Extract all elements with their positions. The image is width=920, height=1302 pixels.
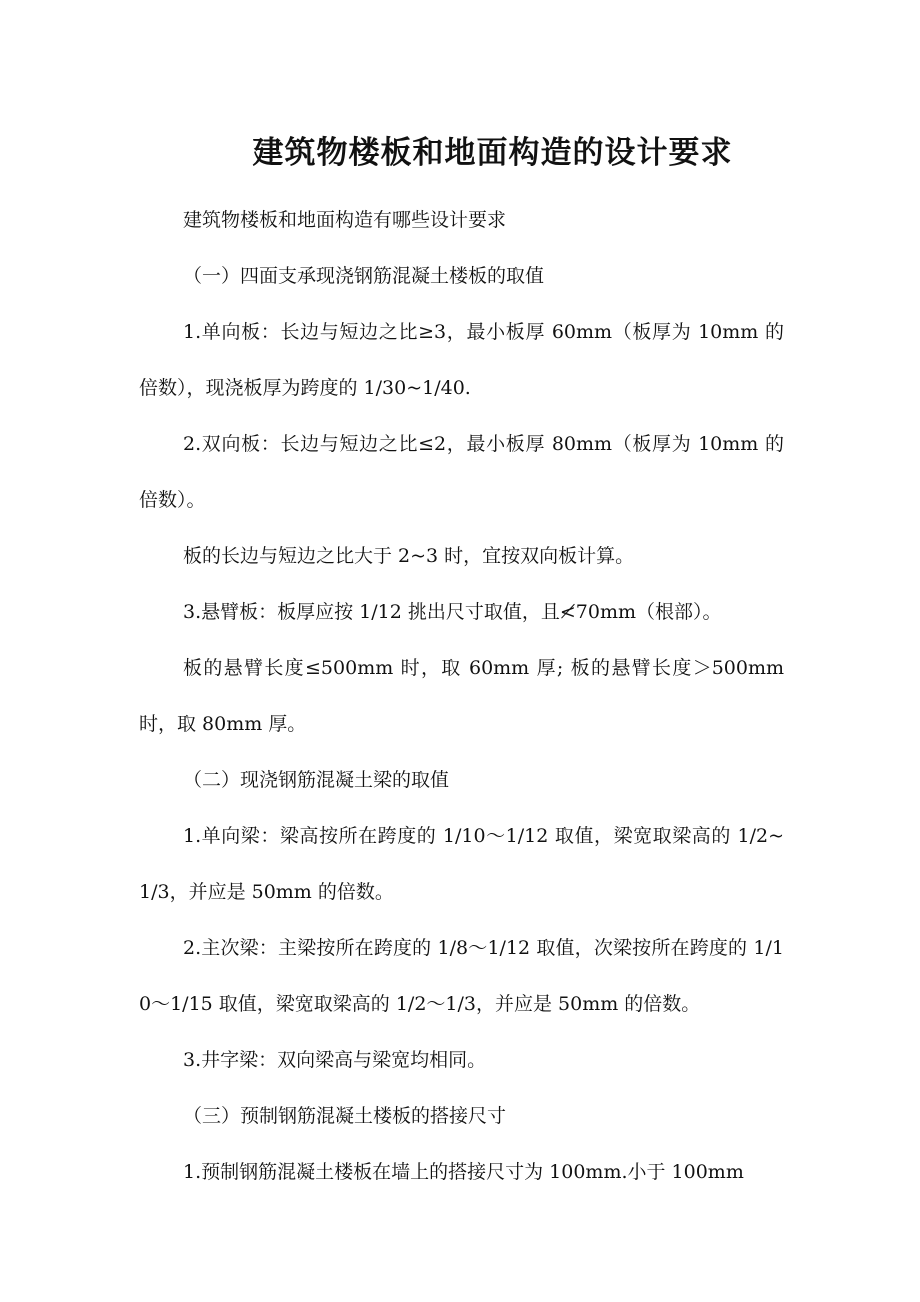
- paragraph-cantilever-length: 板的悬臂长度≤500mm 时，取 60mm 厚; 板的悬臂长度＞500mm 时，取 80mm 厚。: [139, 657, 784, 735]
- paragraph-intro: 建筑物楼板和地面构造有哪些设计要求: [183, 209, 507, 231]
- section-heading-2: （二）现浇钢筋混凝土梁的取值: [183, 769, 450, 791]
- paragraph-grid-beam: 3.井字梁：双向梁高与梁宽均相同。: [183, 1049, 487, 1071]
- paragraph-precast-slab-overlap: 1.预制钢筋混凝土楼板在墙上的搭接尺寸为 100mm.小于 100mm: [183, 1161, 744, 1183]
- paragraph-one-way-slab: 1.单向板：长边与短边之比≥3，最小板厚 60mm（板厚为 10mm 的倍数），现浇板厚为跨度的 1/30~1/40.: [139, 321, 784, 399]
- page-title: 建筑物楼板和地面构造的设计要求: [252, 134, 733, 171]
- paragraph-cantilever-slab: 3.悬臂板：板厚应按 1/12 挑出尺寸取值，且≮70mm（根部）。: [183, 601, 722, 623]
- document-body: [139, 192, 784, 1200]
- paragraph-main-secondary-beam: 2.主次梁：主梁按所在跨度的 1/8～1/12 取值，次梁按所在跨度的 1/10～1/15 取值，梁宽取梁高的 1/2～1/3，并应是 50mm 的倍数。: [139, 937, 784, 1015]
- paragraph-slab-ratio-note: 板的长边与短边之比大于 2~3 时，宜按双向板计算。: [183, 545, 635, 567]
- paragraph-two-way-slab: 2.双向板：长边与短边之比≤2，最小板厚 80mm（板厚为 10mm 的倍数）。: [139, 433, 784, 511]
- paragraph-one-way-beam: 1.单向梁：梁高按所在跨度的 1/10～1/12 取值，梁宽取梁高的 1/2~1/3，并应是 50mm 的倍数。: [139, 825, 784, 903]
- section-heading-3: （三）预制钢筋混凝土楼板的搭接尺寸: [183, 1105, 507, 1127]
- section-heading-1: （一）四面支承现浇钢筋混凝土楼板的取值: [183, 265, 545, 287]
